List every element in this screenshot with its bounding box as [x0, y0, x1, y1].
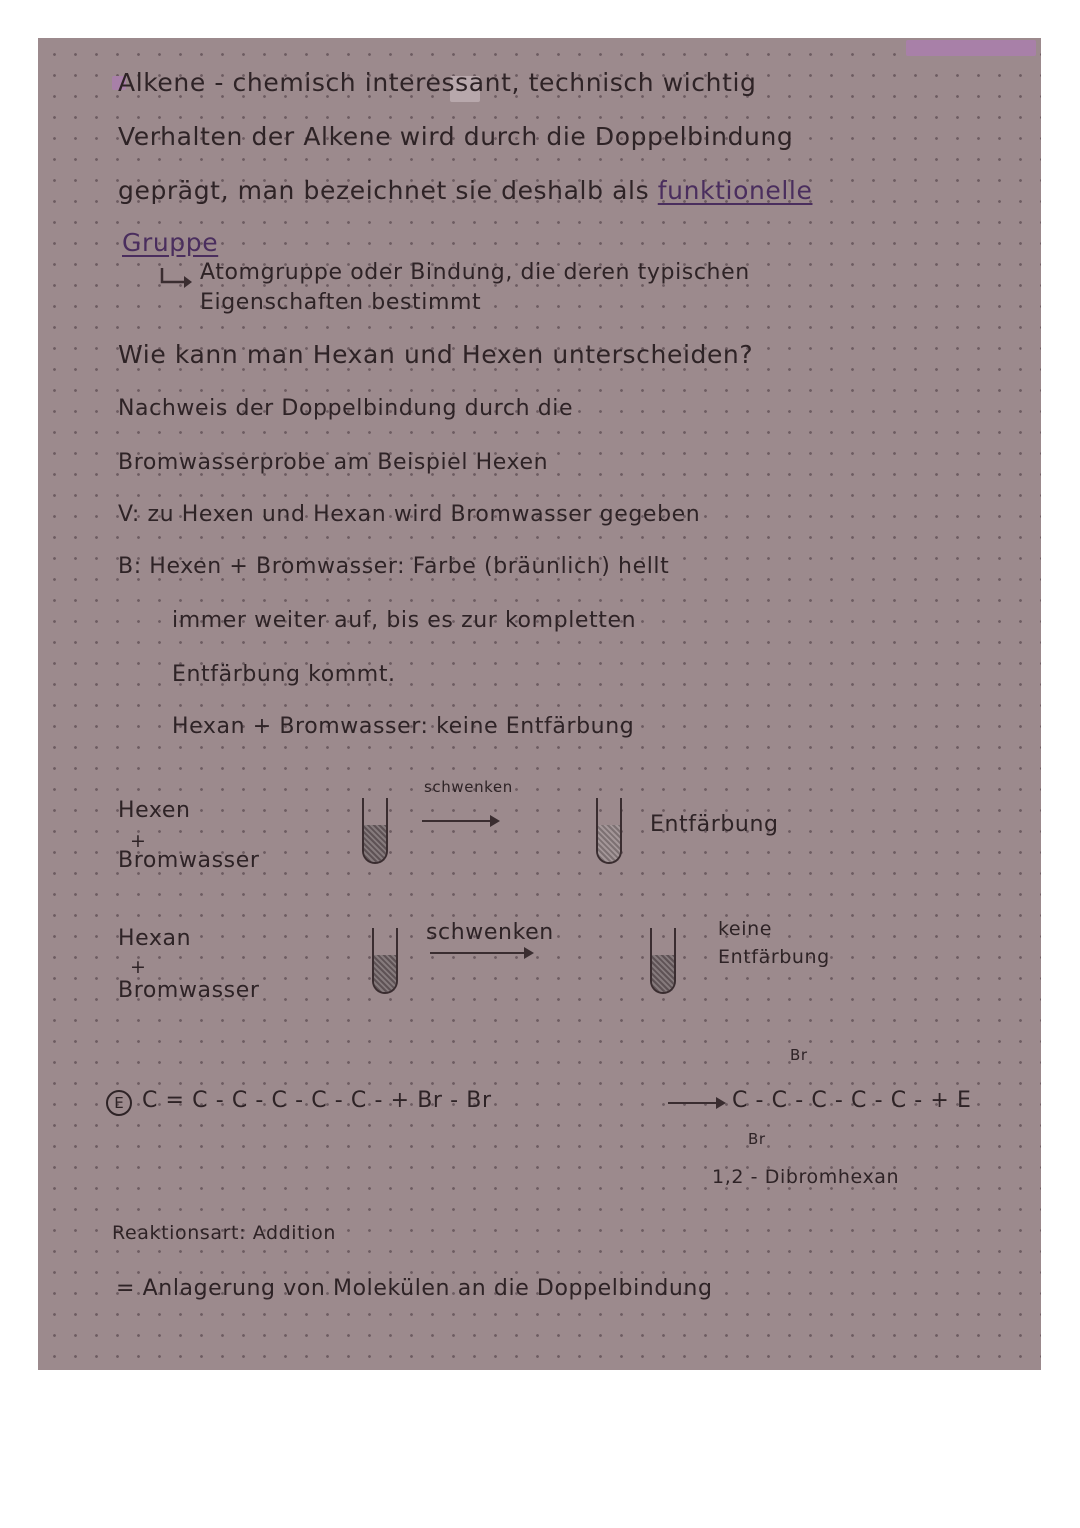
- intro-line: Verhalten der Alkene wird durch die Doppelbindung: [118, 122, 794, 151]
- equation-marker: E: [106, 1090, 132, 1116]
- test-tube: [362, 798, 388, 864]
- result-label: Entfärbung: [718, 946, 830, 968]
- intro-text: geprägt, man bezeichnet sie deshalb als: [118, 176, 658, 205]
- reaction-arrow-icon: [668, 1102, 718, 1104]
- highlight-mark: [906, 40, 1036, 56]
- bromine-substituent: Br: [748, 1130, 766, 1148]
- plus-sign: +: [130, 830, 147, 852]
- result-label: keine: [718, 918, 773, 940]
- test-tube: [650, 928, 676, 994]
- equation-product: C - C - C - C - C - + E: [732, 1088, 972, 1113]
- action-label: schwenken: [426, 920, 554, 945]
- reaction-definition: = Anlagerung von Molekülen an die Doppelbindung: [116, 1276, 713, 1301]
- reagent-label: Bromwasser: [118, 848, 260, 873]
- nachweis-line: Bromwasserprobe am Beispiel Hexen: [118, 450, 549, 475]
- action-label: schwenken: [424, 778, 513, 796]
- arrow-hook-icon: [158, 266, 196, 296]
- reagent-label: Hexan: [118, 926, 192, 951]
- reagent-label: Bromwasser: [118, 978, 260, 1003]
- equation-reactants: C = C - C - C - C - C - + Br - Br: [142, 1088, 492, 1113]
- definition-line: Atomgruppe oder Bindung, die deren typischen: [200, 260, 750, 285]
- reaction-type: Reaktionsart: Addition: [112, 1222, 336, 1244]
- beobachtung-line: immer weiter auf, bis es zur kompletten: [172, 608, 637, 633]
- nachweis-line: Nachweis der Doppelbindung durch die: [118, 396, 574, 421]
- reaction-arrow-icon: [430, 952, 526, 954]
- versuch: V: zu Hexen und Hexan wird Bromwasser gegeben: [118, 502, 701, 527]
- reagent-label: Hexen: [118, 798, 191, 823]
- test-tube: [372, 928, 398, 994]
- definition-line: Eigenschaften bestimmt: [200, 290, 482, 315]
- question: Wie kann man Hexan und Hexen unterscheiden?: [118, 340, 754, 369]
- key-term-continued: Gruppe: [122, 228, 219, 257]
- test-tube: [596, 798, 622, 864]
- bromine-substituent: Br: [790, 1046, 808, 1064]
- reaction-arrow-icon: [422, 820, 492, 822]
- plus-sign: +: [130, 956, 147, 978]
- result-label: Entfärbung: [650, 812, 779, 837]
- intro-line: Alkene - chemisch interessant, technisch wichtig: [118, 68, 757, 97]
- intro-line: [118, 176, 812, 205]
- beobachtung-line: Hexan + Bromwasser: keine Entfärbung: [172, 714, 635, 739]
- key-term: funktionelle: [657, 176, 813, 205]
- beobachtung-line: Entfärbung kommt.: [172, 662, 396, 687]
- notebook-page: [38, 38, 1041, 1370]
- product-name: 1,2 - Dibromhexan: [712, 1166, 900, 1188]
- beobachtung-line: B: Hexen + Bromwasser: Farbe (bräunlich) hellt: [118, 554, 670, 579]
